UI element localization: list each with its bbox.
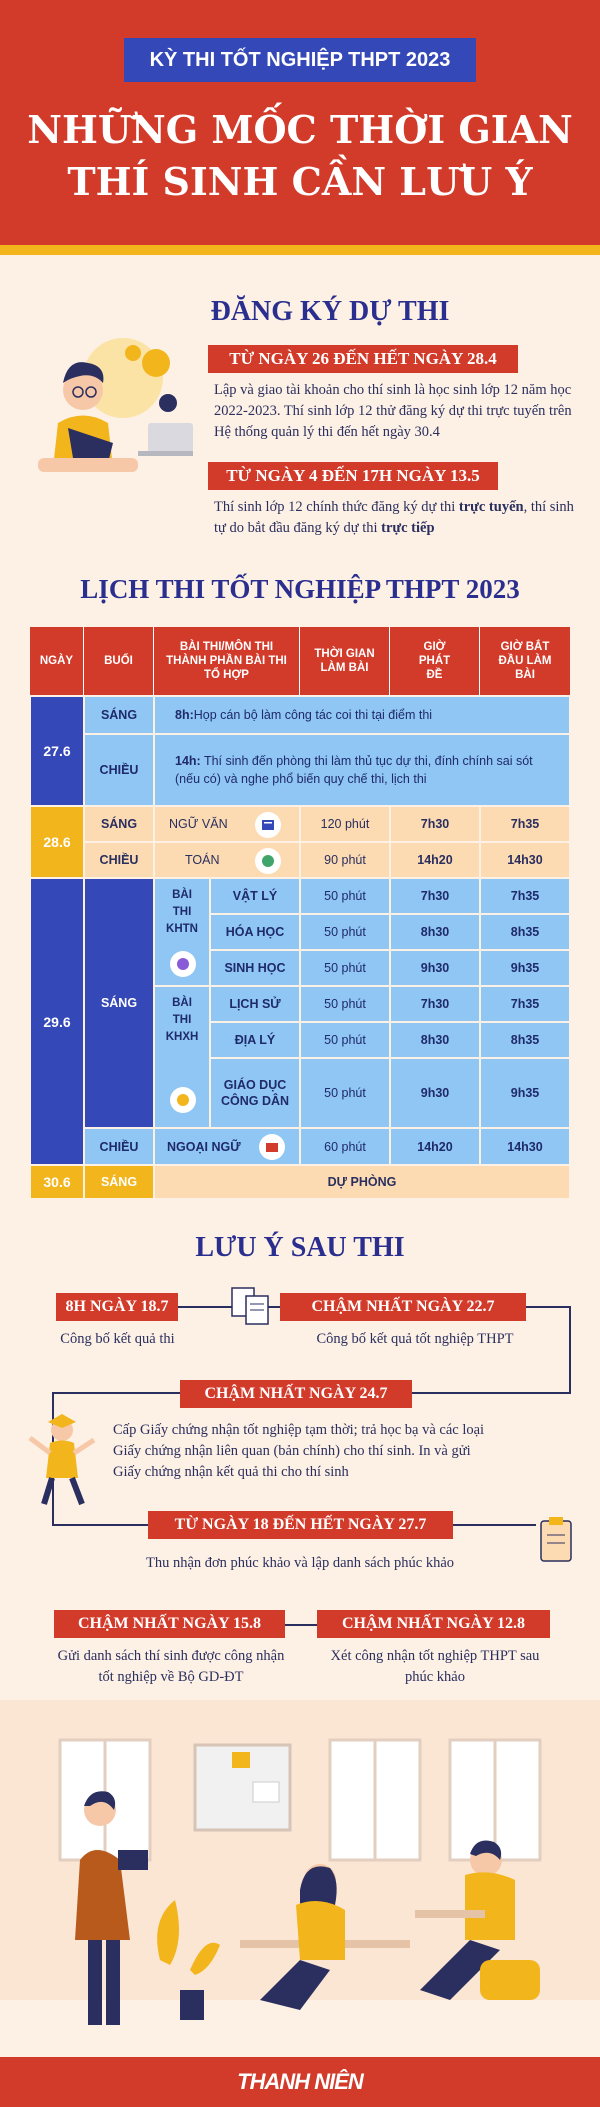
note-time: 8h: [175, 708, 194, 722]
math-icon [255, 848, 281, 874]
language-icon [259, 1134, 285, 1160]
reserve-cell: DỰ PHÒNG [154, 1165, 570, 1199]
group-khtn [154, 878, 210, 986]
duration-cell: 50 phút [300, 950, 390, 986]
timeline-line [453, 1524, 536, 1526]
day-29-6: 29.6 [30, 878, 84, 1165]
start-time-cell: 8h35 [480, 914, 570, 950]
clipboard-icon [538, 1515, 576, 1565]
session-morning: SÁNG [84, 1165, 154, 1199]
book-icon [255, 812, 281, 838]
after-desc-5: Gửi danh sách thí sinh được công nhận tốt nghiệp về Bộ GD-ĐT [57, 1648, 285, 1685]
after-banner-2: CHẬM NHẤT NGÀY 22.7 [280, 1293, 526, 1321]
subject-foreign-language: NGOẠI NGỮ [167, 1139, 241, 1154]
after-desc-6: Xét công nhận tốt nghiệp THPT sau phúc khảo [330, 1648, 540, 1685]
registration-banner-2: TỪ NGÀY 4 ĐẾN 17H NGÀY 13.5 [208, 462, 498, 490]
issue-time-cell: 7h30 [390, 806, 480, 842]
start-time-cell: 14h30 [480, 842, 570, 878]
after-desc-3: Cấp Giấy chứng nhận tốt nghiệp tạm thời; trả học bạ và các loại Giấy chứng nhận liên quan (bản chính) cho thí sinh. In và gửi Giấy chứng nhận kết quả thi cho thí sinh [113, 1422, 485, 1480]
start-time-cell: 7h35 [480, 878, 570, 914]
start-time-cell: 7h35 [480, 806, 570, 842]
registration-banner-1: TỪ NGÀY 26 ĐẾN HẾT NGÀY 28.4 [208, 345, 518, 373]
session-afternoon: CHIỀU [84, 842, 154, 878]
start-time-cell: 9h35 [480, 950, 570, 986]
timeline-line [52, 1392, 180, 1394]
timeline-line [569, 1306, 571, 1394]
desc2-online: trực tuyến [458, 499, 524, 515]
session-morning: SÁNG [84, 696, 154, 734]
after-banner-1: 8H NGÀY 18.7 [56, 1293, 178, 1321]
documents-icon [228, 1284, 276, 1328]
subject-cell: VẬT LÝ [210, 878, 300, 914]
start-time-cell: 14h30 [480, 1128, 570, 1165]
science-icon [170, 951, 196, 977]
registration-desc-2 [214, 497, 584, 539]
after-banner-5: CHẬM NHẤT NGÀY 15.8 [54, 1610, 285, 1638]
student-laptop-illustration [28, 328, 193, 478]
duration-cell: 50 phút [300, 914, 390, 950]
registration-title: ĐĂNG KÝ DỰ THI [210, 296, 450, 327]
desc2-direct: trực tiếp [381, 520, 435, 536]
schedule-title: LỊCH THI TỐT NGHIỆP THPT 2023 [80, 574, 520, 604]
subject-cell [154, 806, 300, 842]
start-time-cell: 8h35 [480, 1022, 570, 1058]
note-text: Họp cán bộ làm công tác coi thi tại điểm thi [193, 708, 433, 722]
col-header-issue: GIỜ PHÁT ĐỀ [390, 627, 480, 695]
exam-tag: KỲ THI TỐT NGHIỆP THPT 2023 [124, 38, 476, 82]
subject-math: TOÁN [185, 853, 220, 867]
duration-cell: 50 phút [300, 1022, 390, 1058]
khtn-label: BÀI THI KHTN [166, 889, 198, 935]
session-morning: SÁNG [84, 806, 154, 842]
after-desc-4: Thu nhận đơn phúc khảo và lập danh sách phúc khảo [145, 1555, 455, 1571]
duration-cell: 50 phút [300, 986, 390, 1022]
after-banner-3: CHẬM NHẤT NGÀY 24.7 [180, 1380, 412, 1408]
issue-time-cell: 7h30 [390, 878, 480, 914]
khxh-label: BÀI THI KHXH [165, 997, 199, 1043]
issue-time-cell: 8h30 [390, 914, 480, 950]
timeline-line [412, 1392, 571, 1394]
duration-cell: 50 phút [300, 878, 390, 914]
session-afternoon: CHIỀU [84, 1128, 154, 1165]
after-desc-1: Công bố kết quả thi [60, 1331, 175, 1347]
issue-time-cell: 7h30 [390, 986, 480, 1022]
day1-afternoon-note [154, 734, 570, 806]
day-28-6: 28.6 [30, 806, 84, 878]
globe-icon [170, 1087, 196, 1113]
classroom-illustration [0, 1700, 600, 2057]
desc2-part-a: Thí sinh lớp 12 chính thức đăng ký dự thi [214, 499, 459, 515]
desc2-part-c: , thí sinh tự do bắt đầu đăng ký dự thi [214, 499, 574, 536]
col-header-session: BUỔI [84, 627, 154, 695]
col-header-start: GIỜ BẮT ĐẦU LÀM BÀI [480, 627, 570, 695]
start-time-cell: 9h35 [480, 1058, 570, 1128]
subject-cell [154, 1128, 300, 1165]
subject-cell: HÓA HỌC [210, 914, 300, 950]
col-header-duration: THỜI GIAN LÀM BÀI [300, 627, 390, 695]
subject-cell: GIÁO DỤC CÔNG DÂN [210, 1058, 300, 1128]
footer-bar [0, 2057, 600, 2107]
subject-cell: ĐỊA LÝ [210, 1022, 300, 1058]
day-27-6: 27.6 [30, 696, 84, 806]
after-desc-2: Công bố kết quả tốt nghiệp THPT [316, 1331, 514, 1347]
duration-cell: 90 phút [300, 842, 390, 878]
subject-cell: SINH HỌC [210, 950, 300, 986]
col-header-day: NGÀY [30, 627, 84, 695]
duration-cell: 60 phút [300, 1128, 390, 1165]
after-banner-4: TỪ NGÀY 18 ĐẾN HẾT NGÀY 27.7 [148, 1511, 453, 1539]
duration-cell: 50 phút [300, 1058, 390, 1128]
issue-time-cell: 9h30 [390, 950, 480, 986]
timeline-line [524, 1306, 571, 1308]
timeline-line [285, 1624, 317, 1626]
after-banner-6: CHẬM NHẤT NGÀY 12.8 [317, 1610, 550, 1638]
note-text: Thí sinh đến phòng thi làm thủ tục dự thi, đính chính sai sót (nếu có) và nghe phổ biến quy chế thi, lịch thi [175, 754, 533, 786]
thanhnien-logo: THANH NIÊN [237, 2069, 363, 2094]
day1-morning-note [154, 696, 570, 734]
session-afternoon: CHIỀU [84, 734, 154, 806]
day-30-6: 30.6 [30, 1165, 84, 1199]
registration-desc-1: Lập và giao tài khoản cho thí sinh là học sinh lớp 12 năm học 2022-2023. Thí sinh lớp 12 thử đăng ký dự thi trực tuyến trên Hệ thống quản lý thi đến hết ngày 30.4 [214, 382, 572, 440]
issue-time-cell: 8h30 [390, 1022, 480, 1058]
header-stripe [0, 245, 600, 255]
graduate-illustration [22, 1408, 102, 1508]
subject-cell [154, 842, 300, 878]
title-line-2: THÍ SINH CẦN LƯU Ý [67, 159, 533, 204]
subject-cell: LỊCH SỬ [210, 986, 300, 1022]
page-title [0, 104, 600, 208]
title-line-1: NHỮNG MỐC THỜI GIAN [27, 107, 573, 152]
duration-cell: 120 phút [300, 806, 390, 842]
issue-time-cell: 9h30 [390, 1058, 480, 1128]
start-time-cell: 7h35 [480, 986, 570, 1022]
col-header-subject: BÀI THI/MÔN THI THÀNH PHẦN BÀI THI TỔ HỢP [154, 627, 300, 695]
timeline-line [52, 1524, 148, 1526]
after-exam-title: LƯU Ý SAU THI [195, 1232, 405, 1263]
session-morning: SÁNG [84, 878, 154, 1128]
subject-literature: NGỮ VĂN [169, 817, 228, 831]
group-khxh [154, 986, 210, 1128]
issue-time-cell: 14h20 [390, 842, 480, 878]
issue-time-cell: 14h20 [390, 1128, 480, 1165]
note-time: 14h: [175, 754, 201, 768]
